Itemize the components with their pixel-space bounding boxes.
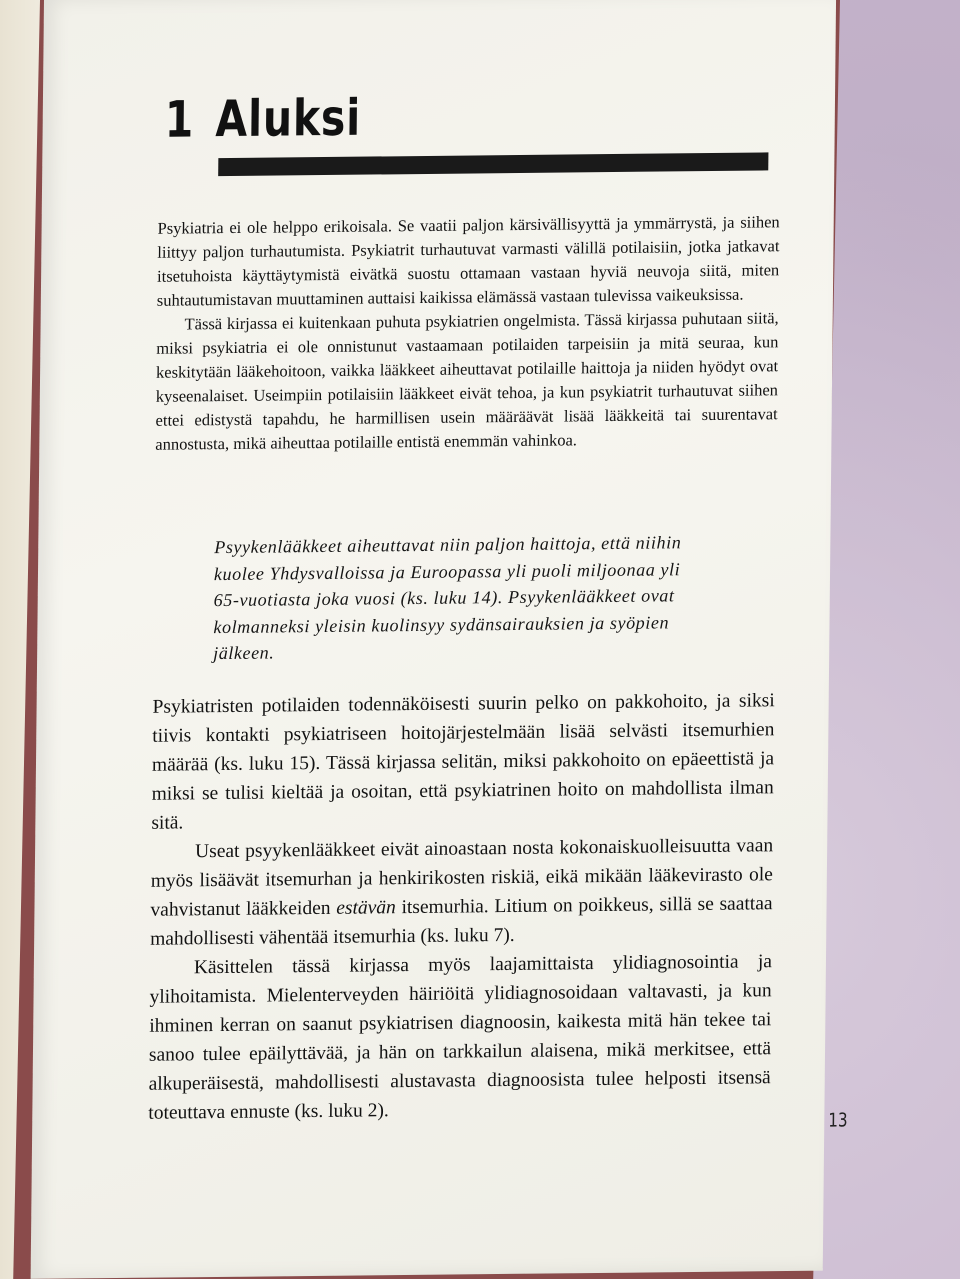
body-section	[148, 686, 775, 1127]
body-paragraph-2	[150, 831, 773, 954]
book-page	[31, 0, 848, 1279]
chapter-number: 1	[164, 90, 195, 149]
intro-paragraph-1: Psykiatria ei ole helppo erikoisala. Se vaatii paljon kärsivällisyyttä ja ymmärrystä, ja siihen liittyy paljon turhautumista. Psykiatrit turhautuvat varmasti välillä potilaisiin, jotka jatkavat itsetuhoista käyttäytymistä eivätkä suostu ottamaan vastaan hyviä neuvoja siitä, miten suhtautumistavan muuttaminen auttaisi kaikissa elämässä vastaan tulevissa vaikeuksissa.	[156, 212, 780, 310]
page-number: 13	[828, 1109, 848, 1132]
body-paragraph-3: Käsittelen tässä kirjassa myös laajamittaista ylidiagnosointia ja ylihoitamista. Mielenterveyden häiriöitä ylidiagnosoidaan valtavasti, ja kun ihminen kerran on saanut psykiatrisen diagnoosin, kaikesta mitä hän tekee tai sanoo tulee epäilyttävää, ja hän on tarkkailun alaisena, mikä merkitsee, että alkuperäisestä, mahdollisesti alustavasta diagnoosista tulee helposti itsensä toteuttava ennuste (ks. luku 2).	[148, 951, 773, 1124]
body-paragraph-2-emphasis: estävän	[336, 897, 396, 919]
intro-paragraph-2: Tässä kirjassa ei kuitenkaan puhuta psykiatrien ongelmista. Tässä kirjassa puhutaan siitä, miksi psykiatria ei ole onnistunut vastaamaan potilaiden tarpeisiin ja mitä seuraa, kun keskitytään lääkehoitoon, vaikka lääkkeet aiheuttavat potilaille haittoja ja niiden hyödyt ovat kyseenalaiset. Useimpiin potilaisiin lääkkeet eivät tehoa, ja kun psykiatrit turhautuvat siihen ettei edistystä tapahdu, he harmillisen usein määräävät lisää lääkkeitä tai suurentavat annostusta, mikä aiheuttaa potilaille entistä enemmän vahinkoa.	[155, 308, 779, 454]
chapter-heading	[164, 89, 361, 149]
heading-rule	[218, 152, 768, 176]
chapter-title: Aluksi	[215, 88, 362, 149]
body-paragraph-2-end: itsemurhia. Litium on poikkeus, sillä se saattaa mahdollisesti vähentää itsemurhia (ks. luku 7).	[150, 893, 773, 950]
highlight-quote: Psyykenlääkkeet aiheuttavat niin paljon haittoja, että niihin kuolee Yhdysvalloissa ja Euroopassa yli puoli miljoonaa yli 65-vuotiasta joka vuosi (ks. luku 14). Psyykenlääkkeet ovat kolmanneksi yleisin kuolinsyy sydänsairauksien ja syöpien jälkeen.	[213, 532, 682, 664]
body-paragraph-2-start: Useat psyykenlääkkeet eivät ainoastaan nosta kokonaiskuolleisuutta vaan myös lisäävät itsemurhan ja henkirikosten riskiä, eikä mikään lääkevirasto ole vahvistanut lääkkeiden	[150, 835, 774, 921]
body-paragraph-1: Psykiatristen potilaiden todennäköisesti suurin pelko on pakkohoito, ja siksi tiivis kontakti psykiatriseen hoitojärjestelmään lisää selvästi itsemurhien määrää (ks. luku 15). Tässä kirjassa selitän, miksi pakkohoito on epäeettistä ja miksi se tulisi kieltää ja osoitan, että psykiatrinen hoito on mahdollista ilman sitä.	[151, 690, 775, 834]
intro-section	[155, 210, 780, 457]
